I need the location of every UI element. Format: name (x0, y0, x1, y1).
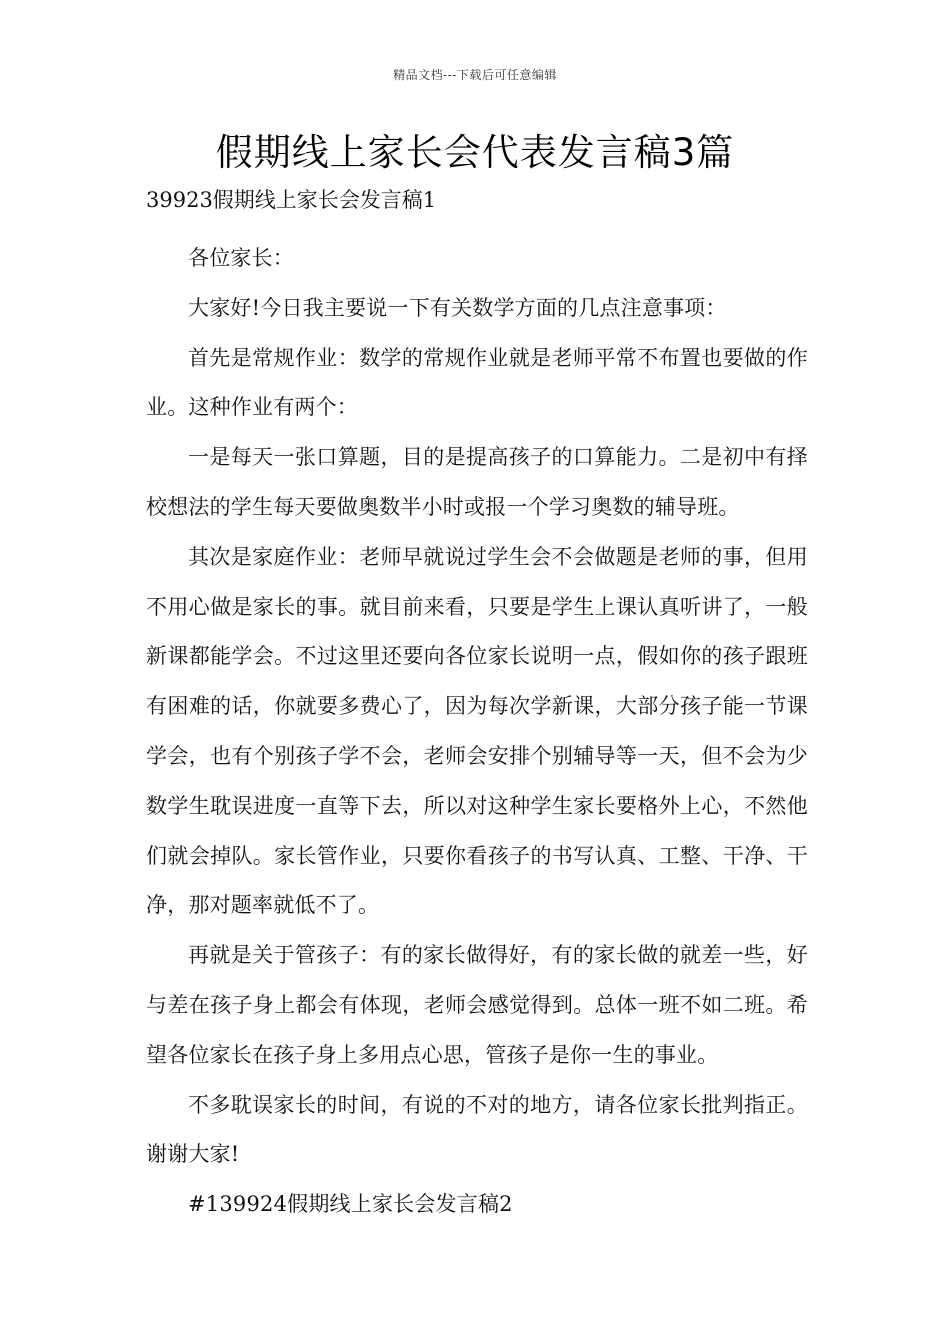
closing-paragraph: 不多耽误家长的时间，有说的不对的地方，请各位家长批判指正。谢谢大家! (146, 1092, 808, 1167)
document-title: 假期线上家长会代表发言稿3篇 (215, 131, 735, 174)
homework-types-paragraph: 一是每天一张口算题，目的是提高孩子的口算能力。二是初中有择校想法的学生每天要做奥数半小时或报一个学习奥数的辅导班。 (146, 445, 808, 519)
document-body (146, 234, 808, 1230)
managing-children-paragraph: 再就是关于管孩子：有的家长做得好，有的家长做的就差一些，好与差在孩子身上都会有体现，老师会感觉得到。总体一班不如二班。希望各位家长在孩子身上多用点心思，管孩子是你一生的事业。 (146, 943, 808, 1067)
page-header-note: 精品文档---下载后可任意编辑 (393, 68, 557, 82)
routine-homework-paragraph: 首先是常规作业：数学的常规作业就是老师平常不布置也要做的作业。这种作业有两个： (146, 345, 808, 420)
section-heading-1: 39923假期线上家长会发言稿1 (146, 188, 437, 212)
greeting-paragraph: 各位家长： (188, 246, 294, 270)
intro-paragraph: 大家好!今日我主要说一下有关数学方面的几点注意事项： (188, 295, 727, 320)
family-homework-paragraph: 其次是家庭作业：老师早就说过学生会不会做题是老师的事，但用不用心做是家长的事。就目前来看，只要是学生上课认真听讲了，一般新课都能学会。不过这里还要向各位家长说明一点，假如你的孩子跟班有困难的话，你就要多费心了，因为每次学新课，大部分孩子能一节课学会，也有个别孩子学不会，老师会安排个别辅导等一天，但不会为少数学生耽误进度一直等下去，所以对这种学生家长要格外上心，不然他们就会掉队。家长管作业，只要你看孩子的书写认真、工整、干净、干净，那对题率就低不了。 (146, 544, 808, 918)
section-heading-2: #139924假期线上家长会发言稿2 (188, 1192, 513, 1217)
